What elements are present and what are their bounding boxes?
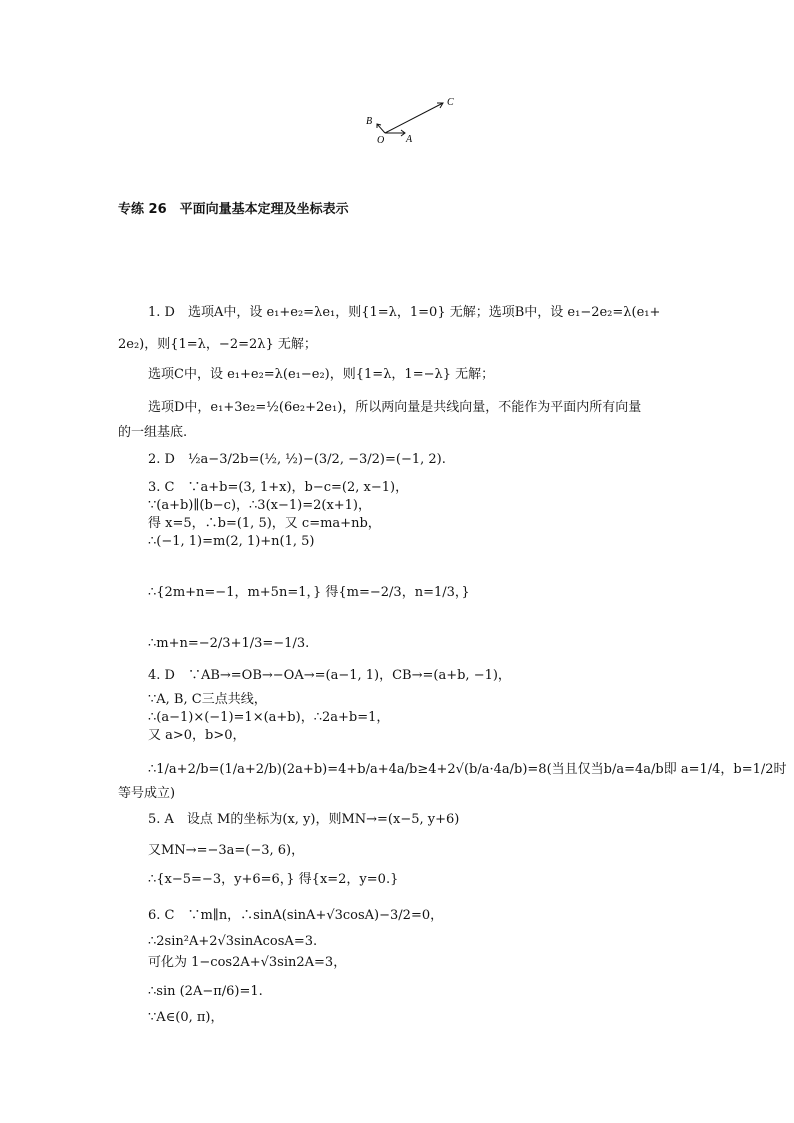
solution-line: ∴2sin²A+2√3sinAcosA=3. — [148, 934, 318, 949]
solution-line: ∴{x−5=−3，y+6=6，} 得{x=2，y=0.} — [148, 872, 399, 887]
solution-line: 2e₂)，则{1=λ，−2=2λ} 无解； — [118, 337, 317, 352]
label-a: A — [406, 134, 413, 145]
solution-line: ∴sin (2A−π/6)=1. — [148, 984, 263, 999]
label-b: B — [366, 116, 373, 127]
solution-line: 2. D ½a−3/2b=(½, ½)−(3/2, −3/2)=(−1, 2). — [148, 452, 446, 467]
section-title: 专练 26 平面向量基本定理及坐标表示 — [118, 202, 349, 217]
solution-line: ∵(a+b)∥(b−c)，∴3(x−1)=2(x+1)， — [148, 498, 372, 513]
solution-line: 的一组基底. — [118, 425, 188, 440]
solution-line: 得 x=5，∴b=(1, 5)，又 c=ma+nb， — [148, 516, 381, 531]
solution-line: 5. A 设点 M的坐标为(x, y)，则MN→=(x−5, y+6) — [148, 812, 460, 827]
solution-line: 又MN→=−3a=(−3, 6)， — [148, 843, 305, 858]
solution-line: ∵A∈(0, π)， — [148, 1010, 224, 1025]
solution-line: 1. D 选项A中，设 e₁+e₂=λe₁，则{1=λ，1=0} 无解；选项B中，设 e₁−2e₂=λ(e₁+ — [148, 305, 661, 320]
solution-line: 又 a>0，b>0， — [148, 728, 246, 743]
solution-line: ∵A, B, C三点共线， — [148, 692, 267, 707]
solution-line: ∴{2m+n=−1，m+5n=1，} 得{m=−2/3，n=1/3，} — [148, 585, 470, 600]
solution-line: 选项C中，设 e₁+e₂=λ(e₁−e₂)，则{1=λ，1=−λ} 无解； — [148, 367, 495, 382]
vector-diagram — [360, 90, 470, 150]
solution-line: ∴1/a+2/b=(1/a+2/b)(2a+b)=4+b/a+4a/b≥4+2√(b/a·4a/b)=8(当且仅当b/a=4a/b即 a=1/4，b=1/2时 — [148, 762, 787, 777]
solution-line: 可化为 1−cos2A+√3sin2A=3， — [148, 955, 347, 970]
solution-line: ∴(−1, 1)=m(2, 1)+n(1, 5) — [148, 534, 315, 549]
solution-line: 选项D中，e₁+3e₂=½(6e₂+2e₁)，所以两向量是共线向量，不能作为平面内所有向量 — [148, 400, 642, 415]
solution-line: 3. C ∵a+b=(3, 1+x)，b−c=(2, x−1)， — [148, 480, 409, 495]
solution-line: 4. D ∵AB→=OB→−OA→=(a−1, 1)，CB→=(a+b, −1)， — [148, 668, 511, 683]
solution-line: 6. C ∵m∥n，∴sinA(sinA+√3cosA)−3/2=0， — [148, 908, 444, 923]
label-o: O — [377, 135, 385, 146]
solution-line: 等号成立) — [118, 786, 176, 801]
label-c: C — [447, 97, 454, 108]
solution-line: ∴(a−1)×(−1)=1×(a+b)，∴2a+b=1， — [148, 710, 390, 725]
solution-line: ∴m+n=−2/3+1/3=−1/3. — [148, 636, 310, 651]
